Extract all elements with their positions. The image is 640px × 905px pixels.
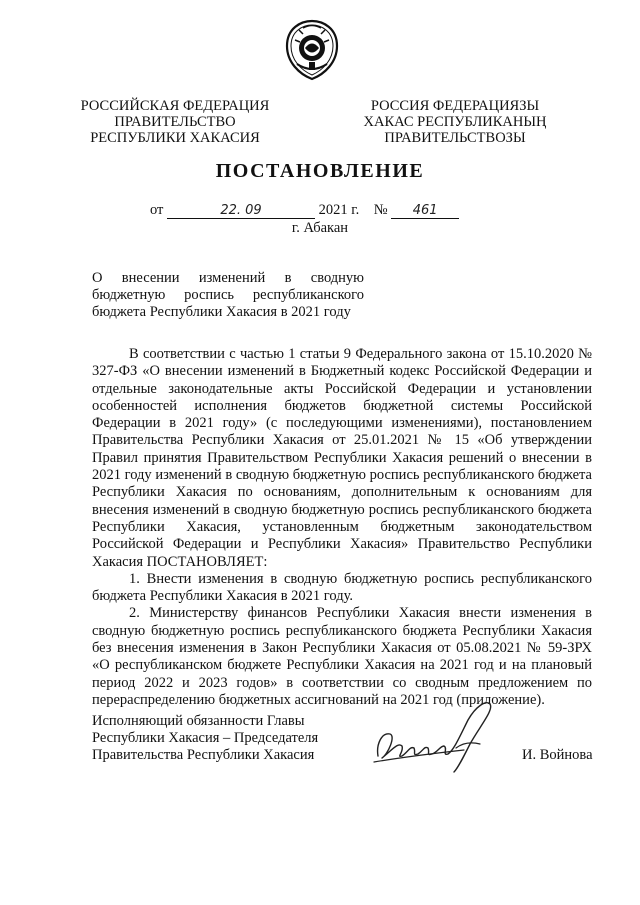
number-sign: № [373, 202, 388, 218]
signatory-line: Республики Хакасия – Председателя [92, 730, 319, 746]
signatory-name: И. Войнова [522, 747, 593, 763]
signatory-block [92, 713, 352, 764]
signatory-line: Исполняющий обязанности Главы [92, 713, 305, 729]
signatory-line: Правительства Республики Хакасия [92, 747, 315, 763]
header-left-line: РЕСПУБЛИКИ ХАКАСИЯ [90, 130, 260, 146]
date-field: 22. 09 [167, 204, 315, 219]
coat-of-arms-icon [283, 18, 341, 82]
date-number-line [150, 202, 459, 219]
body-paragraph: 2. Министерству финансов Республики Хакасия внести изменения в сводную бюджетную роспись республиканского бюджета Республики Хакасия без внесения изменения в Закон Республики Хакасия от 05.08.2021 № 59-ЗРХ «О республиканском бюджете Республики Хакасия на 2021 год и на плановый период 2022 и 2023 годов» в соответствии со сводным предложением по перераспределению бюджетных ассигнований на 2021 год (приложение). [92, 605, 592, 708]
body-paragraph: В соответствии с частью 1 статьи 9 Федерального закона от 15.10.2020 № 327-ФЗ «О внесении изменений в Бюджетный кодекс Российской Федерации и отдельные законодательные акты Российской Федерации и установлении особенностей исполнения бюджетов бюджетной системы Российской Федерации в 2021 году» (с последующими изменениями), постановлением Правительства Республики Хакасия от 25.01.2021 № 15 «Об утверждении Правил принятия Правительством Республики Хакасия решений о внесении в 2021 году изменений в сводную бюджетную роспись республиканского бюджета Республики Хакасия по основаниям, дополнительным к основаниям для внесения изменений в сводную бюджетную роспись республиканского бюджета Республики Хакасия, установленным бюджетным законодательством Российской Федерации и Республики Хакасия» Правительство Республики Хакасия ПОСТАНОВЛЯЕТ: [92, 346, 592, 570]
header-right-line: ХАКАС РЕСПУБЛИКАНЫҢ [363, 114, 547, 130]
subject-line: бюджета Республики Хакасия в 2021 году [92, 304, 351, 320]
header-right-line: ПРАВИТЕЛЬСТВОЗЫ [384, 130, 526, 146]
number-field: 461 [391, 204, 459, 219]
header-right-line: РОССИЯ ФЕДЕРАЦИЯЗЫ [370, 98, 540, 114]
city-line: г. Абакан [291, 220, 349, 236]
date-year: 2021 г. [318, 202, 360, 218]
subject-line: О внесении изменений в сводную [92, 270, 364, 286]
handwritten-signature-icon [368, 696, 504, 774]
body-paragraph: 1. Внести изменения в сводную бюджетную роспись республиканского бюджета Республики Хакасия в 2021 году. [92, 570, 592, 605]
document-title: ПОСТАНОВЛЕНИЕ [215, 160, 425, 182]
header-left-line: ПРАВИТЕЛЬСТВО [114, 114, 236, 130]
date-prefix: от [150, 202, 164, 218]
subject-line: бюджетную роспись республиканского [92, 287, 364, 303]
header-left-line: РОССИЙСКАЯ ФЕДЕРАЦИЯ [80, 98, 270, 114]
subject-block [92, 270, 364, 321]
document-body [92, 346, 592, 709]
header-right [350, 98, 560, 146]
header-left [80, 98, 270, 146]
